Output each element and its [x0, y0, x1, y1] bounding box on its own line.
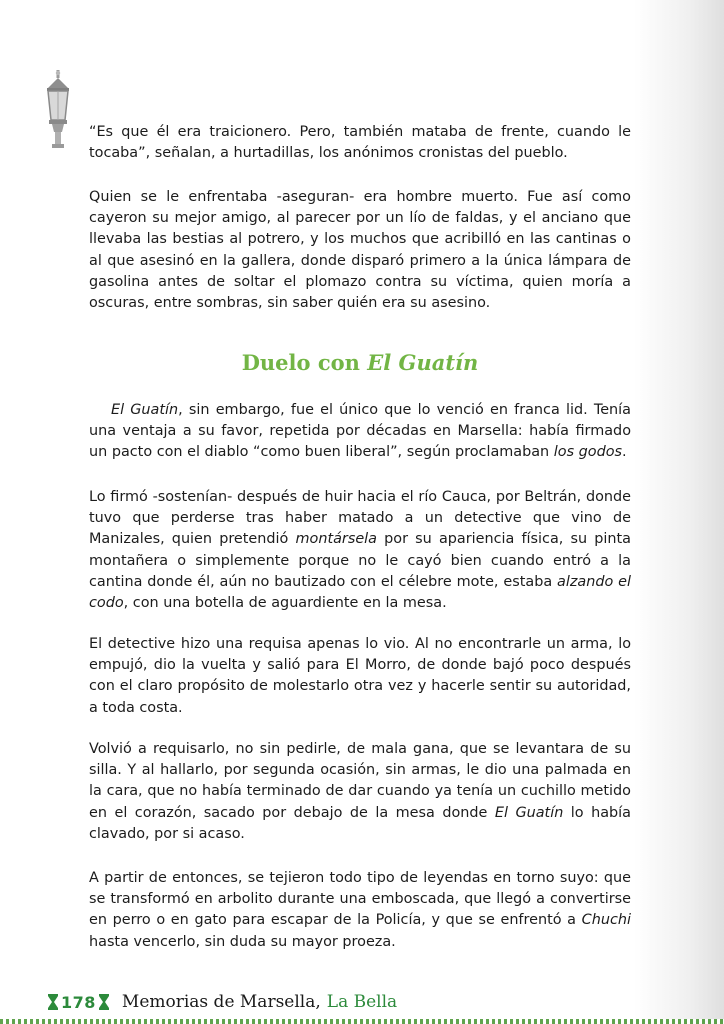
- hourglass-ornament-icon: [47, 993, 59, 1011]
- p3-text-2: .: [622, 444, 627, 461]
- p6-text-1: Volvió a requisarlo, no sin pedirle, de mala gana, que se levantara de su silla. Y al hallarlo, por segunda ocasión, sin armas, le dio una palmada en la cara, que no había terminado de dar cuando ya tenía un cuchillo metido en el corazón, sacado por debajo de la mesa donde: [89, 741, 631, 821]
- p4-text-3: , con una botella de aguardiente en la mesa.: [123, 595, 447, 612]
- p7-text-1: A partir de entonces, se tejieron todo tipo de leyendas en torno suyo: que se transformó en arbolito durante una emboscada, que llegó a convertirse en perro o en gato para escapar de la Policía, y que se enfrentó a: [89, 870, 631, 929]
- paragraph-2-text: Quien se le enfrentaba -aseguran- era hombre muerto. Fue así como cayeron su mejor amigo, al parecer por un lío de faldas, y el anciano que llevaba las bestias al potrero, y los muchos que acribilló en las cantinas o al que asesinó en la gallera, donde disparó primero a la única lámpara de gasolina antes de soltar el plomazo contra su víctima, quien moría a oscuras, entre sombras, sin saber quién era su asesino.: [89, 189, 631, 312]
- paragraph-1: [89, 122, 631, 164]
- paragraph-3: [89, 400, 631, 464]
- paragraph-4: [89, 487, 631, 614]
- p3-italic-2: los godos: [553, 444, 623, 461]
- page-footer: [47, 989, 397, 1015]
- p4-text-2: por su apariencia física, su pinta montañera o simplemente porque no le cayó bien cuando entró a la cantina donde él, aún no bautizado con el célebre mote, estaba: [89, 531, 631, 590]
- footer-dashed-rule: [0, 1019, 724, 1024]
- section-heading: [89, 350, 631, 375]
- p7-italic-1: Chuchi: [581, 912, 631, 929]
- heading-italic: El Guatín: [367, 350, 479, 375]
- paragraph-7: [89, 868, 631, 953]
- book-title: Memorias de Marsella,: [121, 992, 321, 1012]
- p4-italic-1: montársela: [295, 531, 377, 548]
- p3-italic-1: El Guatín: [111, 402, 179, 418]
- p3-text-1: , sin embargo, fue el único que lo venció en franca lid. Tenía una ventaja a su favor, repetida por décadas en Marsella: había firmado un pacto con el diablo “como buen liberal”, según proclamaban: [89, 402, 631, 461]
- page-edge-shadow: [634, 0, 724, 1024]
- paragraph-5-text: El detective hizo una requisa apenas lo vio. Al no encontrarle un arma, lo empujó, dio la vuelta y salió para El Morro, de donde bajó poco después con el claro propósito de molestarlo otra vez y hacerle sentir su autoridad, a toda costa.: [89, 636, 631, 716]
- page-number: 178: [61, 992, 96, 1012]
- p6-italic-1: El Guatín: [494, 804, 564, 821]
- p4-text-1: Lo firmó -sostenían- después de huir hacia el río Cauca, por Beltrán, donde tuvo que perderse tras haber matado a un detective que vino de Manizales, quien pretendió: [89, 489, 631, 548]
- heading-plain: Duelo con: [241, 350, 368, 375]
- paragraph-1-text: “Es que él era traicionero. Pero, también mataba de frente, cuando le tocaba”, señalan, a hurtadillas, los anónimos cronistas del pueblo.: [89, 124, 631, 162]
- paragraph-5: [89, 634, 631, 719]
- p6-text-2: lo había clavado, por si acaso.: [89, 804, 631, 842]
- p7-text-2: hasta vencerlo, sin duda su mayor proeza.: [89, 933, 396, 950]
- paragraph-2: [89, 187, 631, 314]
- hourglass-ornament-icon: [98, 993, 110, 1011]
- book-subtitle: La Bella: [326, 992, 398, 1012]
- street-lamp-icon: [40, 70, 76, 150]
- paragraph-6: [89, 739, 631, 845]
- p4-italic-2: alzando el codo: [89, 573, 631, 612]
